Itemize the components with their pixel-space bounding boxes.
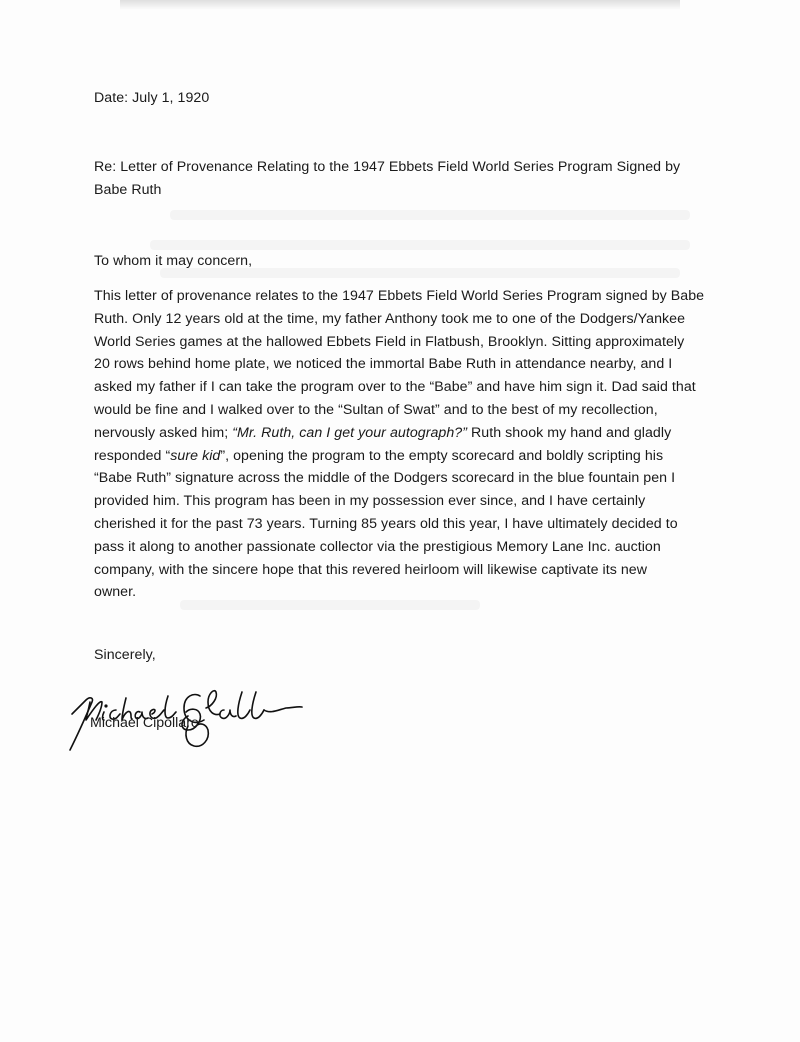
closing: Sincerely, xyxy=(94,647,156,663)
body-line: provided him. This program has been in my possession ever since, and I have certainly xyxy=(94,493,646,510)
body-line: Ruth. Only 12 years old at the time, my father Anthony took me to one of the Dodgers/Yankee xyxy=(94,310,686,327)
body-line: This letter of provenance relates to the 1947 Ebbets Field World Series Program signed by Babe xyxy=(94,288,705,304)
body-text: nervously asked him; xyxy=(94,424,233,441)
scan-edge-shadow xyxy=(120,0,680,10)
body-line: company, with the sincere hope that this revered heirloom will likewise captivate its new xyxy=(94,561,648,578)
body-text: ”, opening the program to the empty scorecard and boldly scripting his xyxy=(220,447,664,464)
body-line: “Babe Ruth” signature across the middle of the Dodgers scorecard in the blue fountain pen I xyxy=(94,470,676,487)
body-paragraph xyxy=(94,285,724,604)
show-through-mark xyxy=(170,210,690,220)
subject-line xyxy=(94,156,704,202)
body-line: 20 rows behind home plate, we noticed the immortal Babe Ruth in attendance nearby, and I xyxy=(94,356,673,373)
body-text: responded “ xyxy=(94,447,171,464)
body-text: Ruth shook my hand and gladly xyxy=(467,424,672,441)
show-through-mark xyxy=(150,240,690,250)
subject-line-2: Babe Ruth xyxy=(94,181,162,198)
body-line: would be fine and I walked over to the “Sultan of Swat” and to the best of my recollection, xyxy=(94,401,658,418)
body-line: cherished it for the past 73 years. Turning 85 years old this year, I have ultimately decided to xyxy=(94,515,678,532)
printed-signatory-name: Michael Cipollaro xyxy=(90,715,199,731)
body-line xyxy=(94,445,724,468)
quoted-question: “Mr. Ruth, can I get your autograph?” xyxy=(232,424,468,441)
body-line: pass it along to another passionate collector via the prestigious Memory Lane Inc. auction xyxy=(94,538,661,555)
body-line xyxy=(94,422,724,445)
quoted-reply: sure kid xyxy=(170,447,221,464)
body-line: owner. xyxy=(94,584,137,601)
body-line: World Series games at the hallowed Ebbets Field in Flatbush, Brooklyn. Sitting approximately xyxy=(94,333,685,350)
date-line: Date: July 1, 1920 xyxy=(94,90,210,106)
body-line: asked my father if I can take the program over to the “Babe” and have him sign it. Dad said that xyxy=(94,379,696,396)
subject-line-1: Re: Letter of Provenance Relating to the 1947 Ebbets Field World Series Program Signed by xyxy=(94,159,681,175)
greeting: To whom it may concern, xyxy=(94,253,253,269)
